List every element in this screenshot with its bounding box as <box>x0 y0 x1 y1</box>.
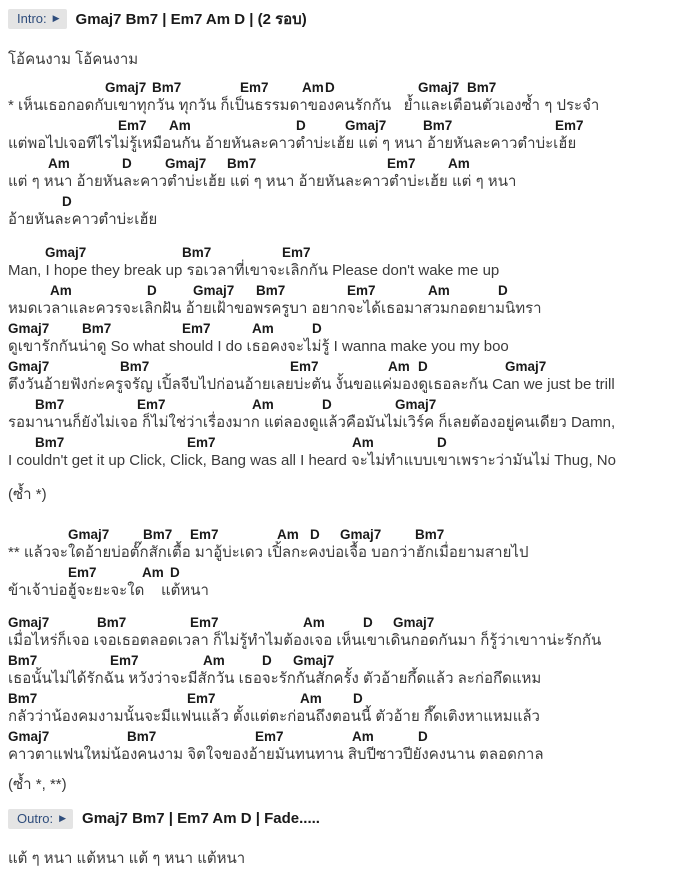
chord-lyric-pair <box>8 80 672 116</box>
lyric-line: เธอนั้นไม่ได้รักฉัน หวังว่าจะมีสักวัน เธอจะรักกันสักครั้ง ตัวอ้ายกึ้ดแล้ว ละก่อกึดแหม <box>8 670 542 687</box>
chord: Gmaj7 <box>345 118 387 133</box>
lyric-line: (ซ้ำ *, **) <box>8 776 67 793</box>
chord-row <box>8 565 672 580</box>
chord-lyric-pair <box>8 194 672 230</box>
chord: Gmaj7 <box>293 653 335 668</box>
chord: Am <box>448 156 470 171</box>
chord: D <box>418 729 428 744</box>
chord: Am <box>169 118 191 133</box>
lyric-line: ข้าเจ้าบ่อฮู้จะยะจะใด แต้หนา <box>8 582 209 599</box>
chord: Em7 <box>190 615 219 630</box>
chord: D <box>147 283 157 298</box>
chord-row <box>8 156 672 171</box>
chord: Em7 <box>137 397 166 412</box>
chord: Bm7 <box>152 80 182 95</box>
lyric-line: (ซ้ำ *) <box>8 486 47 503</box>
intro-badge[interactable] <box>8 9 67 29</box>
chord: Em7 <box>110 653 139 668</box>
chord: Am <box>48 156 70 171</box>
chord: D <box>498 283 508 298</box>
chord: Am <box>303 615 325 630</box>
chord: Am <box>352 435 374 450</box>
chord: Bm7 <box>127 729 157 744</box>
lyric-section <box>8 80 672 230</box>
chord-row <box>8 321 672 336</box>
lyric-section <box>8 615 672 765</box>
lyric-line: อ้ายหันละคาวตำบ่ะเฮ้ย <box>8 211 158 228</box>
chord-row <box>8 80 672 95</box>
chord: Am <box>203 653 225 668</box>
chord: D <box>170 565 180 580</box>
outro-label: Outro: <box>17 810 54 826</box>
chord: Gmaj7 <box>8 321 50 336</box>
outro-chords: Gmaj7 Bm7 | Em7 Am D | Fade..... <box>82 810 320 827</box>
chord: Em7 <box>387 156 416 171</box>
chord-row <box>8 194 672 209</box>
chord: Em7 <box>240 80 269 95</box>
chord: D <box>122 156 132 171</box>
chord: Em7 <box>347 283 376 298</box>
chord: D <box>418 359 428 374</box>
chord-lyric-pair <box>8 321 672 357</box>
chord: Em7 <box>187 691 216 706</box>
chord-row <box>8 359 672 374</box>
chord-lyric-pair <box>8 245 672 281</box>
chord: Am <box>300 691 322 706</box>
chord: Gmaj7 <box>45 245 87 260</box>
intro-chords: Gmaj7 Bm7 | Em7 Am D | (2 รอบ) <box>75 10 307 28</box>
chord: Bm7 <box>182 245 212 260</box>
lyric-section <box>8 245 672 471</box>
chord: Bm7 <box>120 359 150 374</box>
play-icon[interactable]: ▶ <box>59 812 67 823</box>
chord: D <box>353 691 363 706</box>
chord: Am <box>142 565 164 580</box>
chord: Am <box>252 321 274 336</box>
chord-lyric-pair <box>8 691 672 727</box>
lyric-line: ดูเขารักกันน่าดู So what should I do เธอคงจะไม่รู้ I wanna make you my boo <box>8 338 509 355</box>
chord: Gmaj7 <box>340 527 382 542</box>
chord: Bm7 <box>8 653 38 668</box>
chord: Am <box>302 80 324 95</box>
chord: Em7 <box>555 118 584 133</box>
lyric-line: * เห็นเธอกอดกับเขาทุกวัน ทุกวัน ก็เป็นธรรมดาของคนรักกัน ย้ำและเตือนตัวเองซ้ำ ๆ ประจำ <box>8 97 600 114</box>
lyric-line: Man, I hope they break up รอเวลาที่เขาจะเลิกกัน Please don't wake me up <box>8 262 500 279</box>
chord-lyric-pair <box>8 565 672 601</box>
chord: D <box>437 435 447 450</box>
chord-row <box>8 435 672 450</box>
chord: Gmaj7 <box>165 156 207 171</box>
chord-row <box>8 118 672 133</box>
chord-lyric-pair <box>8 118 672 154</box>
chord-lyric-pair <box>8 397 672 433</box>
lyric-line: รอมานานก็ยังไม่เจอ ก็ไม่ใช่ว่าเรื่องมาก แต่ลองดูแล้วคือมันไม่เวิร์ค ก็เลยต้องอยู่คนเดียว Damn, <box>8 414 616 431</box>
chord: Bm7 <box>415 527 445 542</box>
chord: Bm7 <box>35 435 65 450</box>
chord-lyric-pair <box>8 283 672 319</box>
chord: Gmaj7 <box>8 729 50 744</box>
chord: Bm7 <box>256 283 286 298</box>
intro-label: Intro: <box>17 10 47 26</box>
chord: D <box>296 118 306 133</box>
chord: Em7 <box>190 527 219 542</box>
chord: Am <box>388 359 410 374</box>
chord: Bm7 <box>97 615 127 630</box>
chord: Gmaj7 <box>505 359 547 374</box>
chord: Em7 <box>255 729 284 744</box>
lyric-line: แต่ ๆ หนา อ้ายหันละคาวตำบ่ะเฮ้ย แต่ ๆ หนา อ้ายหันละคาวตำบ่ะเฮ้ย แต่ ๆ หนา <box>8 173 517 190</box>
intro-bar <box>8 8 672 29</box>
chord: Bm7 <box>8 691 38 706</box>
chord-row <box>8 397 672 412</box>
chord-row <box>8 691 672 706</box>
chord-lyric-pair <box>8 615 672 651</box>
chord: Em7 <box>290 359 319 374</box>
chord-row <box>8 245 672 260</box>
outro-bar <box>8 808 672 829</box>
chord-row <box>8 729 672 744</box>
chord: D <box>62 194 72 209</box>
lyric-line: แต้ ๆ หนา แต้หนา แต้ ๆ หนา แต้หนา <box>8 850 246 867</box>
chord: Em7 <box>187 435 216 450</box>
chord-lyric-pair <box>8 527 672 563</box>
lyric-line: เมื่อไหร่ก็เจอ เจอเธอตลอดเวลา ก็ไม่รู้ทำไมต้องเจอ เห็นเขาเดินกอดกันมา ก็รู้ว่าเขาาน่ะรักกัน <box>8 632 602 649</box>
chord: Am <box>277 527 299 542</box>
chord-lyric-pair <box>8 435 672 471</box>
chord: Bm7 <box>423 118 453 133</box>
chord: Bm7 <box>35 397 65 412</box>
chord: D <box>312 321 322 336</box>
chord-lyric-pair <box>8 156 672 192</box>
chord: Em7 <box>68 565 97 580</box>
lyric-section <box>8 527 672 601</box>
chord-row <box>8 283 672 298</box>
lyric-line: แต่พอไปเจอทีไรไม่รู้เหมือนกัน อ้ายหันละคาวตำบ่ะเฮ้ย แต่ ๆ หนา อ้ายหันละคาวตำบ่ะเฮ้ย <box>8 135 577 152</box>
chord: D <box>310 527 320 542</box>
chord: Gmaj7 <box>8 615 50 630</box>
lyric-line: ตึงวันอ้ายฟังก่ะครูจรัญ เปิ้ลจีบไปก่อนอ้ายเลยบ่ะตัน งั้นขอแค่มองดูเธอละกัน Can we just be trill <box>8 376 615 393</box>
chord-lyric-pair <box>8 653 672 689</box>
lyric-line: หมดเวลาและควรจะเลิกฝัน อ้ายเฝ้าขอพรครูบา อยากจะได้เธอมาสวมกอดยามนิทรา <box>8 300 542 317</box>
chord: Gmaj7 <box>395 397 437 412</box>
chord: Gmaj7 <box>68 527 110 542</box>
play-icon[interactable]: ▶ <box>52 12 60 23</box>
chord: Bm7 <box>82 321 112 336</box>
lyric-line: กลัวว่าน้องคมงามนั้นจะมีแฟนแล้ว ตั้งแต่ตะก่อนถึงตอนนี้ ตัวอ้าย กึ๊ดเติงหาแหมแล้ว <box>8 708 540 725</box>
outro-badge[interactable] <box>8 809 73 829</box>
chord: Am <box>352 729 374 744</box>
lyric-line: I couldn't get it up Click, Click, Bang was all I heard จะไม่ทำแบบเขาเพราะว่ามันไม่ Thug, No <box>8 452 616 469</box>
chord: Am <box>50 283 72 298</box>
chord: Em7 <box>282 245 311 260</box>
chord-lyric-pair <box>8 729 672 765</box>
lyric-line: ** แล้วจะใดอ้ายบ่อตั๊กสักเตื้อ มาอู้บ่ะเดว เปิ้ลกะคงบ่อเจื้อ บอกว่าฮักเมื่อยามสายไป <box>8 544 529 561</box>
lyric-line: โอ้คนงาม โอ้คนงาม <box>8 51 139 68</box>
chord: Bm7 <box>143 527 173 542</box>
chord-lyric-pair <box>8 359 672 395</box>
lyric-line: คาวตาแฟนใหม่น้องคนงาม จิตใจของอ้ายมันทนทาน สิบปีซาวปียังคงนาน ตลอดกาล <box>8 746 544 763</box>
chord: Gmaj7 <box>105 80 147 95</box>
chord: D <box>262 653 272 668</box>
chord: Gmaj7 <box>8 359 50 374</box>
chord: Gmaj7 <box>193 283 235 298</box>
chord: Em7 <box>182 321 211 336</box>
chord: D <box>363 615 373 630</box>
chord: Bm7 <box>227 156 257 171</box>
chord-row <box>8 615 672 630</box>
chord: Gmaj7 <box>418 80 460 95</box>
chord: Am <box>252 397 274 412</box>
chord: Em7 <box>118 118 147 133</box>
chord: Bm7 <box>467 80 497 95</box>
chord: D <box>325 80 335 95</box>
chord: Gmaj7 <box>393 615 435 630</box>
chord-row <box>8 653 672 668</box>
chord: D <box>322 397 332 412</box>
chord-row <box>8 527 672 542</box>
chord: Am <box>428 283 450 298</box>
